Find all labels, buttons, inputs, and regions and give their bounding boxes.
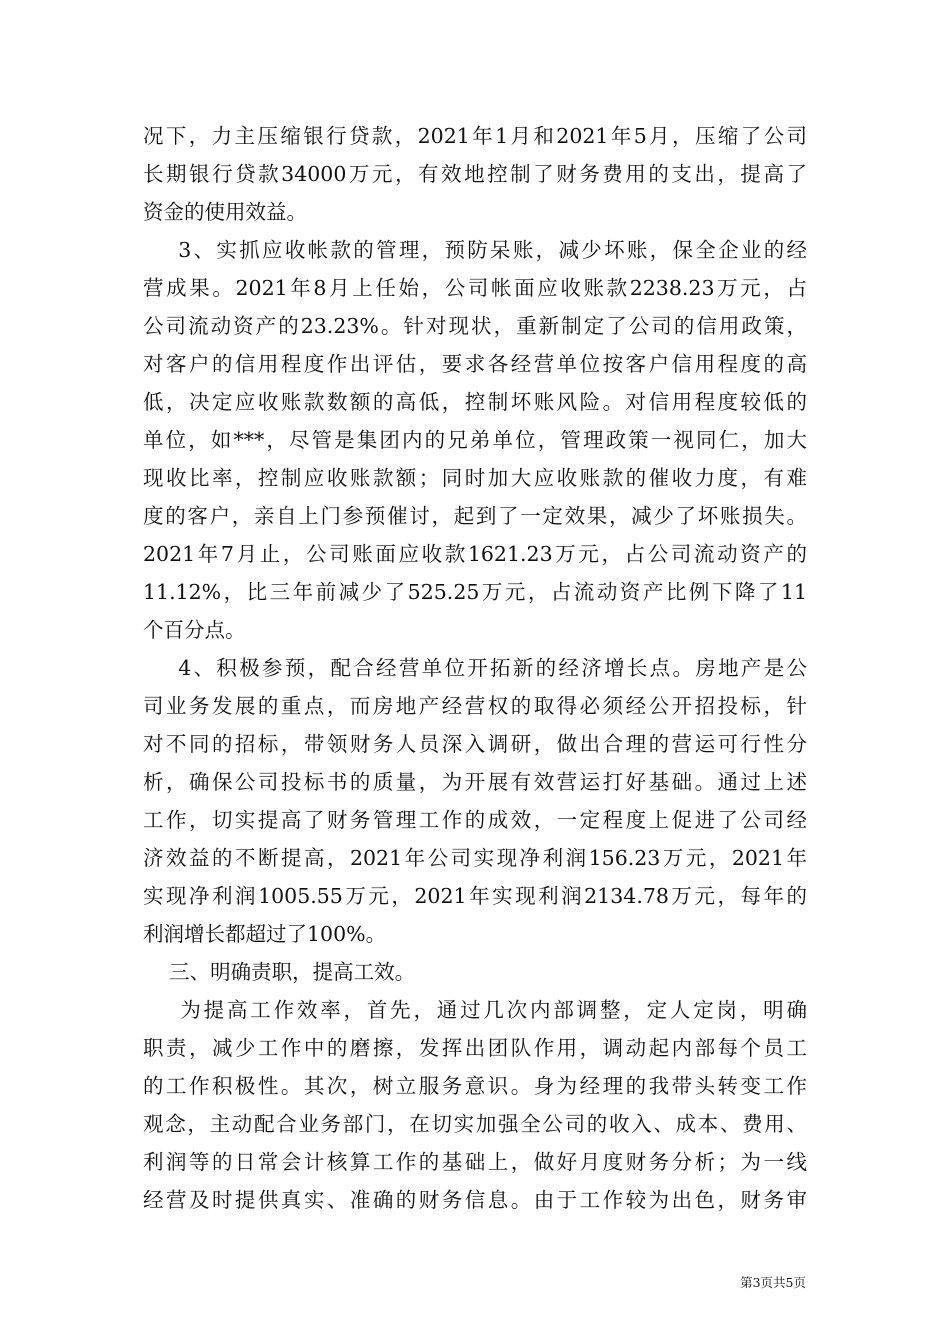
- text-line: 4、积极参预，配合经营单位开拓新的经济增长点。房地产是公: [143, 656, 807, 680]
- text-line: 公司流动资产的23.23%。针对现状，重新制定了公司的信用政策，: [143, 314, 807, 338]
- text-line: 长期银行贷款34000万元，有效地控制了财务费用的支出，提高了: [143, 162, 807, 186]
- text-line: 个百分点。: [143, 618, 246, 642]
- text-line: 实现净利润1005.55万元，2021年实现利润2134.78万元，每年的: [143, 884, 807, 908]
- text-line: 度的客户，亲自上门参预催讨，起到了一定效果，减少了坏账损失。: [143, 504, 807, 528]
- text-line: 济效益的不断提高，2021年公司实现净利润156.23万元，2021年: [143, 846, 807, 870]
- text-line: 三、明确责职，提高工效。: [143, 960, 416, 984]
- text-line: 利润等的日常会计核算工作的基础上，做好月度财务分析；为一线: [143, 1150, 807, 1174]
- text-line: 3、实抓应收帐款的管理，预防呆账，减少坏账，保全企业的经: [143, 238, 807, 262]
- text-line: 对客户的信用程度作出评估，要求各经营单位按客户信用程度的高: [143, 352, 807, 376]
- text-line: 为提高工作效率，首先，通过几次内部调整，定人定岗，明确: [143, 998, 807, 1022]
- text-line: 低，决定应收账款数额的高低，控制坏账风险。对信用程度较低的: [143, 390, 807, 414]
- text-line: 营成果。2021年8月上任始，公司帐面应收账款2238.23万元，占: [143, 276, 807, 300]
- text-line: 的工作积极性。其次，树立服务意识。身为经理的我带头转变工作: [143, 1074, 807, 1098]
- text-line: 11.12%，比三年前减少了525.25万元，占流动资产比例下降了11: [143, 580, 807, 604]
- text-line: 2021年7月止，公司账面应收款1621.23万元，占公司流动资产的: [143, 542, 807, 566]
- text-line: 司业务发展的重点，而房地产经营权的取得必须经公开招投标，针: [143, 694, 807, 718]
- text-line: 利润增长都超过了100%。: [143, 922, 387, 946]
- page-number: 第3页共5页: [740, 1275, 806, 1290]
- text-line: 对不同的招标，带领财务人员深入调研，做出合理的营运可行性分: [143, 732, 807, 756]
- text-line: 现收比率，控制应收账款额；同时加大应收账款的催收力度，有难: [143, 466, 807, 490]
- text-line: 职责，减少工作中的磨擦，发挥出团队作用，调动起内部每个员工: [143, 1036, 807, 1060]
- text-line: 析，确保公司投标书的质量，为开展有效营运打好基础。通过上述: [143, 770, 807, 794]
- text-line: 工作，切实提高了财务管理工作的成效，一定程度上促进了公司经: [143, 808, 807, 832]
- text-line: 况下，力主压缩银行贷款，2021年1月和2021年5月，压缩了公司: [143, 124, 807, 148]
- text-line: 单位，如***，尽管是集团内的兄弟单位，管理政策一视同仁，加大: [143, 428, 807, 452]
- text-line: 观念，主动配合业务部门，在切实加强全公司的收入、成本、费用、: [143, 1112, 807, 1136]
- document-body: [143, 117, 807, 1219]
- text-line: 经营及时提供真实、准确的财务信息。由于工作较为出色，财务审: [143, 1188, 807, 1212]
- text-line: 资金的使用效益。: [143, 200, 307, 224]
